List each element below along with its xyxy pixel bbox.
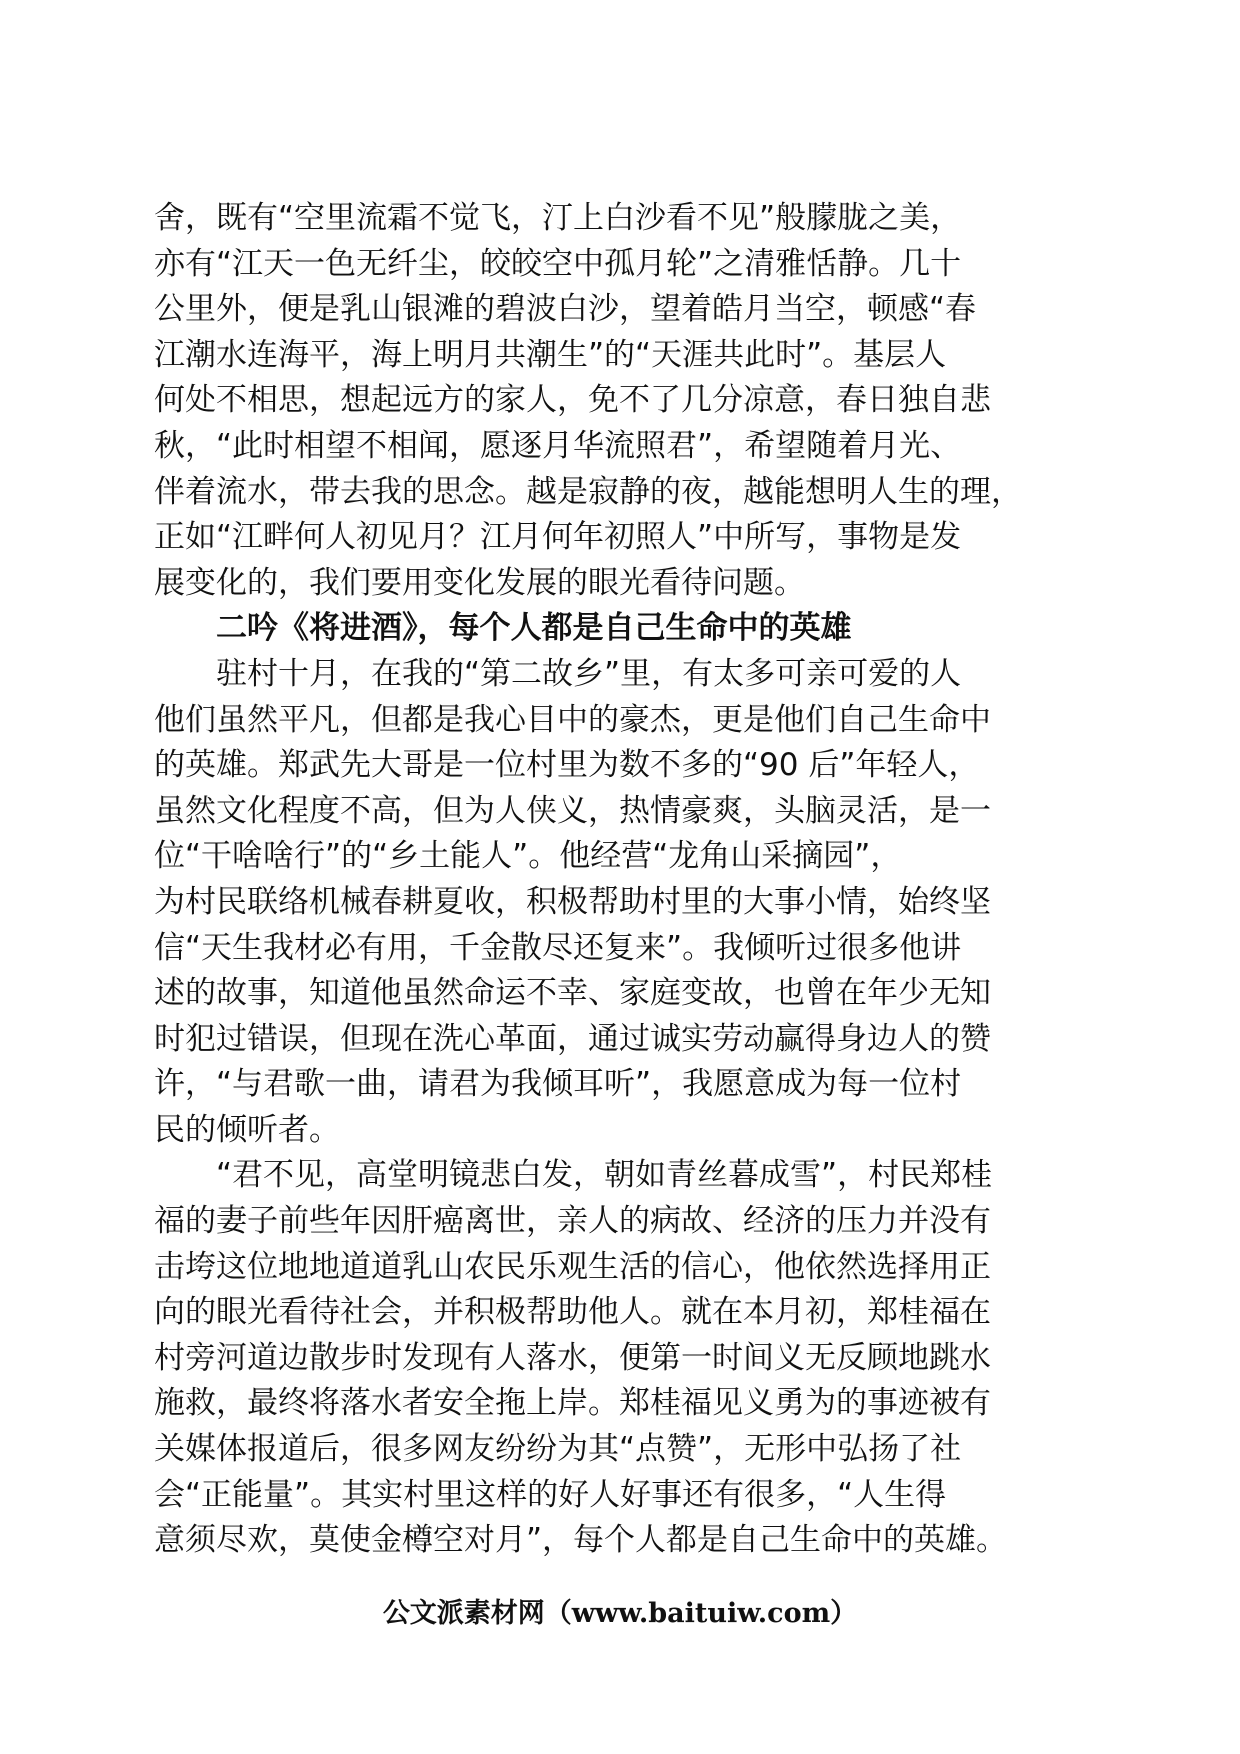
text-line: 虽然文化程度不高，但为人侠义，热情豪爽，头脑灵活，是一 <box>154 792 991 829</box>
text-line: 施救，最终将落水者安全拖上岸。郑桂福见义勇为的事迹被有 <box>154 1385 991 1422</box>
text-line: 意须尽欢，莫使金樽空对月”，每个人都是自己生命中的英雄。 <box>154 1522 1008 1559</box>
text-line: 舍，既有“空里流霜不觉飞，汀上白沙看不见”般朦胧之美， <box>154 200 962 236</box>
text-line: 时犯过错误，但现在洗心革面，通过诚实劳动赢得身边人的赞 <box>154 1020 991 1057</box>
text-line: 展变化的，我们要用变化发展的眼光看待问题。 <box>154 564 805 601</box>
text-line: 江潮水连海平，海上明月共潮生”的“天涯共此时”。基层人 <box>154 336 947 373</box>
text-line: 述的故事，知道他虽然命运不幸、家庭变故，也曾在年少无知 <box>154 975 991 1012</box>
text-line: 秋，“此时相望不相闻，愿逐月华流照君”，希望随着月光、 <box>154 427 962 464</box>
section-heading: 二吟《将进酒》，每个人都是自己生命中的英雄 <box>154 610 852 647</box>
text-line: 村旁河道边散步时发现有人落水，便第一时间义无反顾地跳水 <box>154 1339 991 1376</box>
text-line: 何处不相思，想起远方的家人，免不了几分凉意，春日独自悲 <box>154 382 991 419</box>
text-line: 驻村十月，在我的“第二故乡”里，有太多可亲可爱的人 <box>154 655 962 692</box>
text-line: 会“正能量”。其实村里这样的好人好事还有很多，“人生得 <box>154 1476 947 1513</box>
text-line: 民的倾听者。 <box>154 1111 340 1148</box>
text-line: 福的妻子前些年因肝癌离世，亲人的病故、经济的压力并没有 <box>154 1203 991 1240</box>
text-line: 为村民联络机械春耕夏收，积极帮助村里的大事小情，始终坚 <box>154 883 991 920</box>
text-line: 亦有“江天一色无纤尘，皎皎空中孤月轮”之清雅恬静。几十 <box>154 245 962 282</box>
text-line: 关媒体报道后，很多网友纷纷为其“点赞”，无形中弘扬了社 <box>154 1431 962 1468</box>
text-line: 伴着流水，带去我的思念。越是寂静的夜，越能想明人生的理， <box>154 473 1022 510</box>
text-line: 公里外，便是乳山银滩的碧波白沙，望着皓月当空，顿感“春 <box>154 291 977 328</box>
text-line: 正如“江畔何人初见月？江月何年初照人”中所写，事物是发 <box>154 519 962 556</box>
page-footer: 公文派素材网（www.baituiw.com） <box>382 1598 858 1629</box>
text-line: 信“天生我材必有用，千金散尽还复来”。我倾听过很多他讲 <box>154 929 962 966</box>
text-line: 向的眼光看待社会，并积极帮助他人。就在本月初，郑桂福在 <box>154 1294 991 1331</box>
text-line: “君不见，高堂明镜悲白发，朝如青丝暮成雪”，村民郑桂 <box>154 1157 993 1194</box>
text-line: 击垮这位地地道道乳山农民乐观生活的信心，他依然选择用正 <box>154 1248 991 1285</box>
text-line: 他们虽然平凡，但都是我心目中的豪杰，更是他们自己生命中 <box>154 701 991 738</box>
body-text <box>154 196 1094 1564</box>
text-line: 位“干啥啥行”的“乡土能人”。他经营“龙角山采摘园”， <box>154 838 902 875</box>
text-line: 的英雄。郑武先大哥是一位村里为数不多的“90 后”年轻人， <box>154 747 980 784</box>
text-line: 许，“与君歌一曲，请君为我倾耳听”，我愿意成为每一位村 <box>154 1066 962 1103</box>
